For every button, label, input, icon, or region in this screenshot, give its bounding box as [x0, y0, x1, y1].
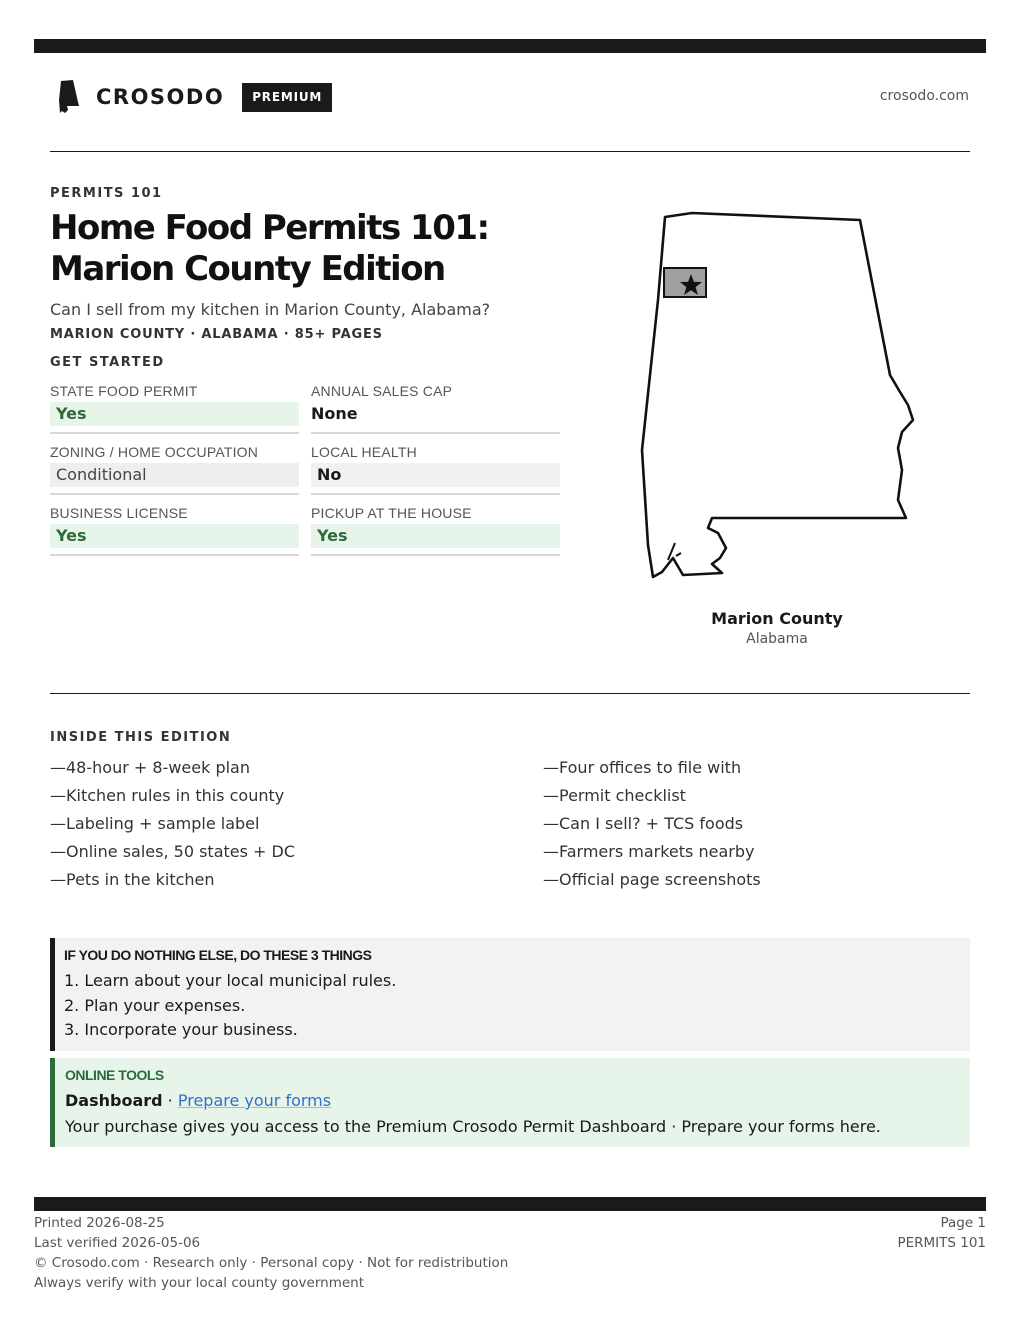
- callout-item: 3. Incorporate your business.: [64, 1020, 298, 1039]
- fact-divider: [50, 432, 299, 434]
- map-state-name: Alabama: [746, 631, 808, 647]
- fact-label: LOCAL HEALTH: [311, 444, 417, 460]
- fact-divider: [311, 493, 560, 495]
- toc-right-column: [543, 756, 963, 896]
- online-tools-links: [65, 1088, 970, 1114]
- fact-value: No: [311, 463, 560, 487]
- toc-item: —Can I sell? + TCS foods: [543, 814, 744, 833]
- map-county-name: Marion County: [711, 609, 843, 628]
- fact-annual-sales-cap: [311, 382, 560, 443]
- page-title: Home Food Permits 101: Marion County Edition: [50, 208, 489, 289]
- printed-date: Printed 2026-08-25: [34, 1215, 165, 1231]
- top-bar: [34, 39, 986, 53]
- online-tools-callout: [50, 1058, 970, 1147]
- dashboard-label[interactable]: Dashboard: [65, 1091, 163, 1110]
- brand-name: CROSODO: [96, 85, 225, 109]
- fact-label: BUSINESS LICENSE: [50, 505, 188, 521]
- edition-meta: MARION COUNTY · ALABAMA · 85+ PAGES: [50, 327, 383, 342]
- fact-value: Conditional: [50, 463, 299, 487]
- fact-grid: [50, 382, 559, 565]
- fact-divider: [50, 554, 299, 556]
- brand[interactable]: [58, 80, 332, 114]
- fact-divider: [50, 493, 299, 495]
- toc-item: —Labeling + sample label: [50, 814, 260, 833]
- disclaimer: Always verify with your local county government: [34, 1275, 364, 1291]
- bottom-bar: [34, 1197, 986, 1211]
- inside-edition-heading: INSIDE THIS EDITION: [50, 730, 232, 745]
- footer-left: [34, 1213, 508, 1293]
- toc-item: —Kitchen rules in this county: [50, 786, 285, 805]
- doc-label: PERMITS 101: [897, 1235, 986, 1251]
- fact-label: ANNUAL SALES CAP: [311, 383, 453, 399]
- online-tools-title: ONLINE TOOLS: [65, 1067, 164, 1083]
- fact-label: ZONING / HOME OCCUPATION: [50, 444, 259, 460]
- section-divider: [50, 693, 970, 694]
- eyebrow: PERMITS 101: [50, 186, 163, 201]
- toc-item: —Pets in the kitchen: [50, 870, 215, 889]
- callout-title: IF YOU DO NOTHING ELSE, DO THESE 3 THINGS: [64, 947, 372, 963]
- callout-item: 1. Learn about your local municipal rules.: [64, 971, 397, 990]
- online-tools-description: Your purchase gives you access to the Premium Crosodo Permit Dashboard · Prepare your forms here.: [65, 1117, 881, 1136]
- fact-pickup: [311, 504, 560, 565]
- alabama-map: [630, 205, 930, 595]
- map-caption: [677, 608, 877, 648]
- get-started-heading: GET STARTED: [50, 355, 165, 370]
- page-number: Page 1: [940, 1215, 986, 1231]
- toc-item: —Permit checklist: [543, 786, 686, 805]
- fact-value: Yes: [311, 524, 560, 548]
- fact-zoning: [50, 443, 299, 504]
- toc-item: —Farmers markets nearby: [543, 842, 755, 861]
- verified-date: Last verified 2026-05-06: [34, 1235, 201, 1251]
- prepare-forms-link[interactable]: Prepare your forms: [177, 1091, 332, 1110]
- subtitle: Can I sell from my kitchen in Marion County, Alabama?: [50, 300, 491, 319]
- fact-local-health: [311, 443, 560, 504]
- fact-divider: [311, 432, 560, 434]
- fact-value: None: [311, 404, 358, 423]
- toc-item: —Four offices to file with: [543, 758, 742, 777]
- fact-divider: [311, 554, 560, 556]
- toc-item: —Online sales, 50 states + DC: [50, 842, 296, 861]
- fact-label: PICKUP AT THE HOUSE: [311, 505, 472, 521]
- footer-right: [897, 1213, 986, 1253]
- fact-label: STATE FOOD PERMIT: [50, 383, 198, 399]
- fact-value: Yes: [50, 524, 299, 548]
- link-separator: ·: [162, 1091, 178, 1110]
- toc-item: —Official page screenshots: [543, 870, 761, 889]
- toc-item: —48-hour + 8-week plan: [50, 758, 250, 777]
- callout-item: 2. Plan your expenses.: [64, 995, 246, 1015]
- copyright: © Crosodo.com · Research only · Personal copy · Not for redistribution: [34, 1255, 509, 1271]
- fact-state-food-permit: [50, 382, 299, 443]
- header-divider: [50, 151, 970, 152]
- toc-left-column: [50, 756, 470, 896]
- fact-business-license: [50, 504, 299, 565]
- three-things-callout: [50, 938, 970, 1051]
- fact-value: Yes: [50, 402, 299, 426]
- site-url[interactable]: crosodo.com: [879, 88, 969, 104]
- premium-badge: PREMIUM: [242, 83, 332, 112]
- alabama-state-icon: [58, 80, 82, 114]
